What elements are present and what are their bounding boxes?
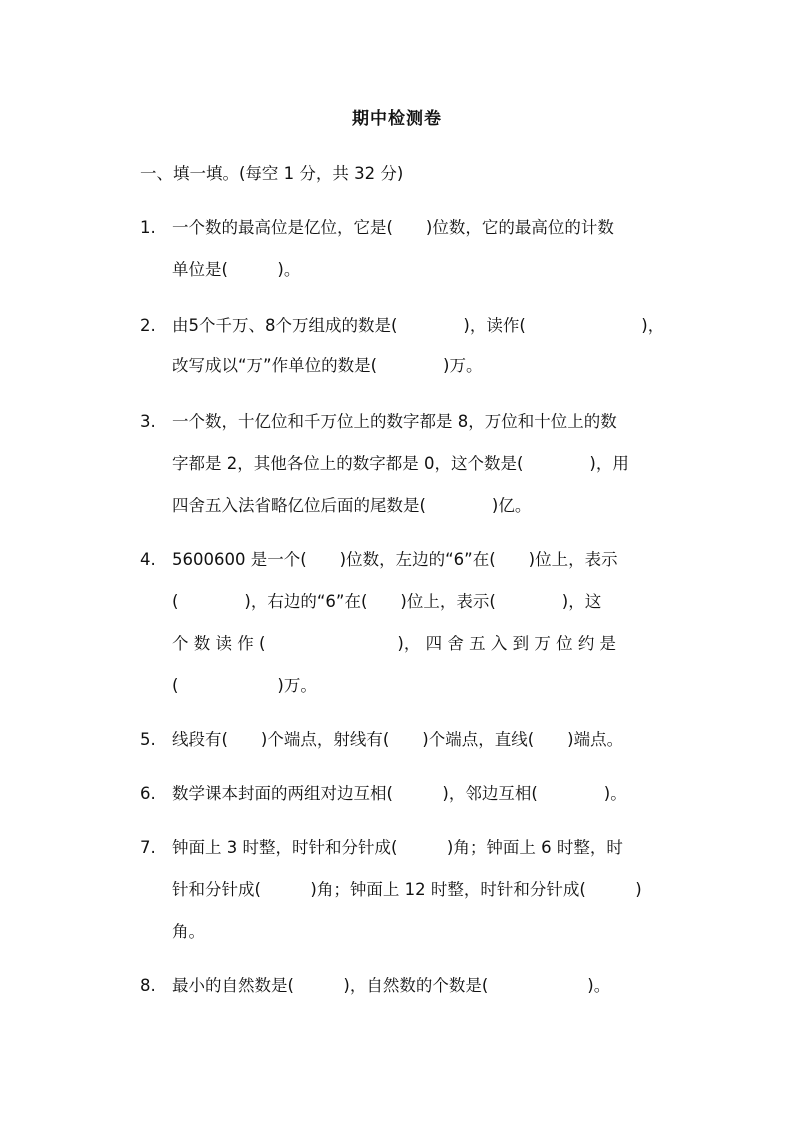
question-4-line-2: ( )，右边的“6”在( )位上，表示( )，这: [172, 592, 602, 611]
question-text: 5600600 是一个( )位数，左边的“6”在( )位上，表示: [172, 550, 618, 569]
question-2: [140, 314, 664, 338]
question-text: 由5个千万、8个万组成的数是( )，读作( )，: [172, 316, 665, 335]
question-7-line-3: 角。: [172, 922, 205, 941]
question-3: [140, 410, 617, 434]
question-number: 8.: [140, 976, 156, 995]
question-3-line-2: 字都是 2，其他各位上的数字都是 0，这个数是( )，用: [172, 454, 629, 473]
question-1: [140, 216, 614, 240]
question-text: 一个数，十亿位和千万位上的数字都是 8，万位和十位上的数: [172, 412, 617, 431]
question-4: [140, 548, 618, 572]
question-number: 1.: [140, 218, 156, 237]
question-7: [140, 836, 623, 860]
question-number: 7.: [140, 838, 156, 857]
question-number: 2.: [140, 316, 156, 335]
question-number: 6.: [140, 784, 156, 803]
question-3-line-3: 四舍五入法省略亿位后面的尾数是( )亿。: [172, 496, 532, 515]
question-4-line-4: ( )万。: [172, 676, 317, 695]
question-text: 一个数的最高位是亿位，它是( )位数，它的最高位的计数: [172, 218, 614, 237]
question-8: [140, 974, 610, 998]
question-6: [140, 782, 627, 806]
question-5: [140, 728, 623, 752]
question-4-line-3: 个 数 读 作 ( )， 四 舍 五 入 到 万 位 约 是: [172, 634, 617, 653]
question-text: 数学课本封面的两组对边互相( )，邻边互相( )。: [172, 784, 627, 803]
question-text: 线段有( )个端点，射线有( )个端点，直线( )端点。: [172, 730, 624, 749]
section-heading: 一、填一填。(每空 1 分，共 32 分): [140, 164, 404, 183]
question-2-line-2: 改写成以“万”作单位的数是( )万。: [172, 356, 483, 375]
question-7-line-2: 针和分针成( )角；钟面上 12 时整，时针和分针成( ): [172, 880, 642, 899]
question-number: 4.: [140, 550, 156, 569]
question-number: 5.: [140, 730, 156, 749]
question-text: 钟面上 3 时整，时针和分针成( )角；钟面上 6 时整，时: [172, 838, 623, 857]
page-title: 期中检测卷: [352, 109, 442, 129]
question-number: 3.: [140, 412, 156, 431]
question-1-line-2: 单位是( )。: [172, 260, 301, 279]
question-text: 最小的自然数是( )，自然数的个数是( )。: [172, 976, 611, 995]
